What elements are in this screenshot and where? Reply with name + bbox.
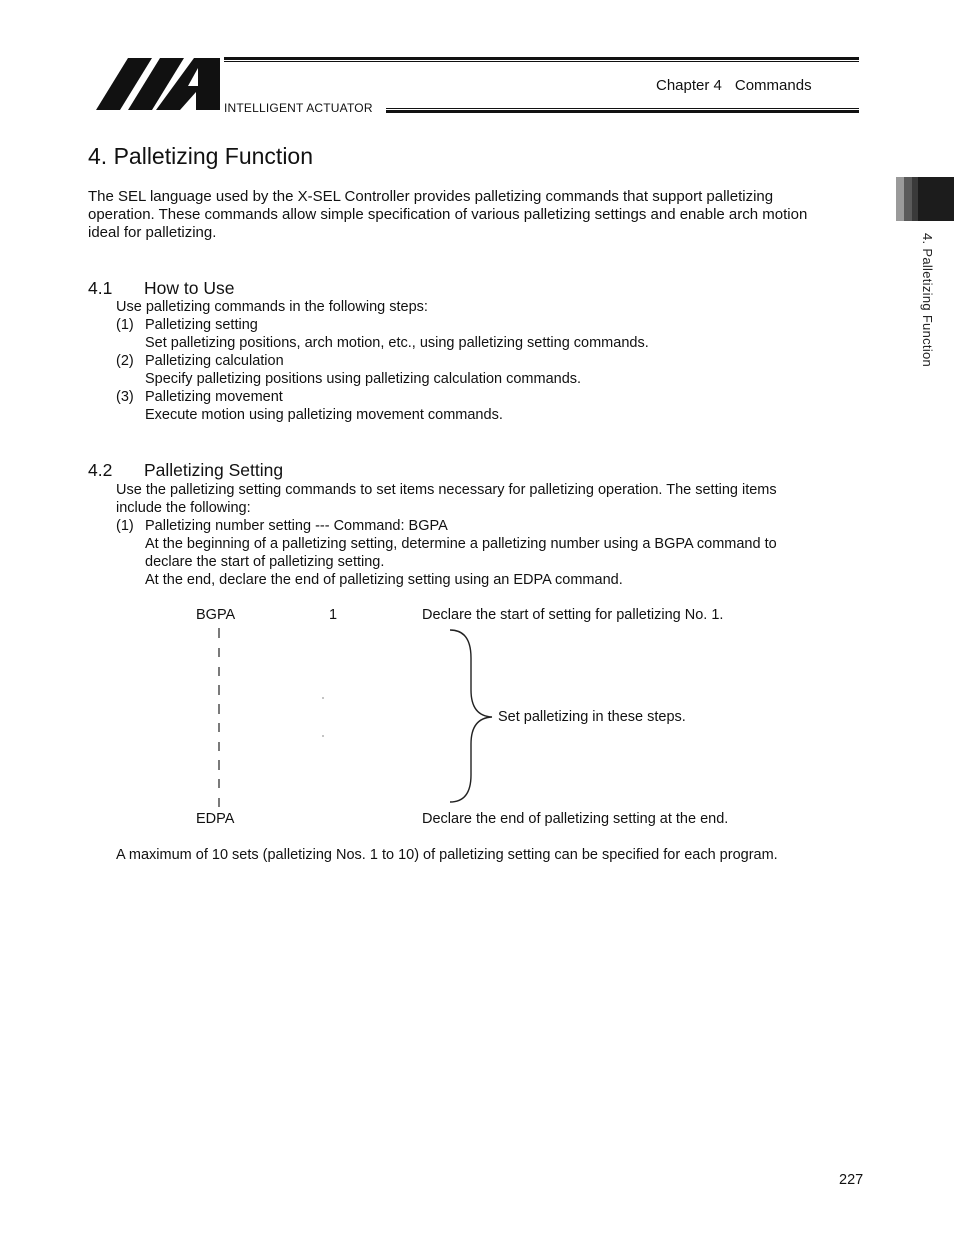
diagram-start-argument: 1 [329, 607, 338, 623]
intro-line: ideal for palletizing. [88, 224, 217, 241]
section-4-2-lead [116, 481, 856, 517]
step-desc: Execute motion using palletizing movement commands. [145, 407, 503, 423]
diagram-start-description: Declare the start of setting for palletizing No. 1. [422, 607, 724, 623]
side-tab-marker [896, 177, 954, 221]
section-4-2-number: 4.2 [88, 460, 113, 480]
diagram-end-description: Declare the end of palletizing setting at the end. [422, 811, 729, 827]
item-desc-line: declare the start of palletizing setting. [145, 554, 385, 570]
step-desc: Specify palletizing positions using palletizing calculation commands. [145, 371, 582, 387]
header-bottom-rule [386, 110, 859, 113]
step-number: (3) [116, 389, 134, 405]
section-4-1-number: 4.1 [88, 278, 113, 298]
diagram-brace-label: Set palletizing in these steps. [498, 709, 686, 725]
section-4-2-title: Palletizing Setting [144, 460, 284, 480]
section-4-1-title: How to Use [144, 278, 235, 298]
diagram-graphic [190, 620, 520, 815]
step-number: (2) [116, 353, 134, 369]
step-desc: Set palletizing positions, arch motion, etc., using palletizing setting commands. [145, 335, 649, 351]
step-title: Palletizing movement [145, 389, 283, 405]
item-desc-line: At the end, declare the end of palletizing setting using an EDPA command. [145, 572, 623, 588]
item-number: (1) [116, 518, 134, 534]
intro-line: The SEL language used by the X-SEL Controller provides palletizing commands that support palletizing [88, 188, 774, 205]
chapter-number: Chapter 4 [656, 77, 722, 94]
company-name: INTELLIGENT ACTUATOR [224, 101, 373, 115]
diagram-start-command: BGPA [196, 607, 236, 623]
intro-line: operation. These commands allow simple specification of various palletizing settings and enable arch motion [88, 206, 808, 223]
header-bottom-rule-thin [386, 108, 859, 109]
lead-line: include the following: [116, 500, 251, 516]
item-title: Palletizing number setting --- Command: BGPA [145, 518, 448, 534]
note-paragraph: A maximum of 10 sets (palletizing Nos. 1 to 10) of palletizing setting can be specified for each program. [116, 847, 778, 863]
page-number: 227 [839, 1172, 864, 1188]
header-top-rule-thin [224, 61, 859, 62]
page-title: 4. Palletizing Function [88, 143, 314, 169]
item-desc-line: At the beginning of a palletizing setting, determine a palletizing number using a BGPA command to [145, 536, 777, 552]
chapter-heading [656, 77, 812, 94]
brace-icon [450, 630, 492, 802]
step-title: Palletizing calculation [145, 353, 284, 369]
header-top-rule [224, 57, 859, 60]
iai-logo [96, 58, 222, 112]
section-4-1-lead: Use palletizing commands in the following steps: [116, 299, 428, 315]
side-tab-label: 4. Palletizing Function [920, 233, 935, 368]
step-number: (1) [116, 317, 134, 333]
chapter-title: Commands [734, 77, 812, 94]
item-desc [145, 535, 845, 589]
intro-paragraph [88, 188, 868, 242]
lead-line: Use the palletizing setting commands to set items necessary for palletizing operation. The setting items [116, 482, 777, 498]
diagram-end-command: EDPA [196, 811, 235, 827]
step-title: Palletizing setting [145, 317, 258, 333]
